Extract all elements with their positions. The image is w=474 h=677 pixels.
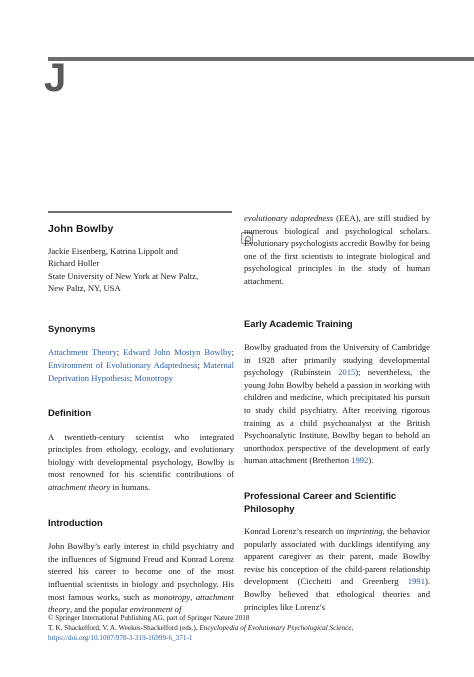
citation-link[interactable]: 1991 xyxy=(407,576,425,587)
affiliation-line-2: New Paltz, NY, USA xyxy=(48,283,121,294)
introduction-text: John Bowlby’s early interest in child psychiatry and the influences of Sigmund Freud and Konrad Lorenz steered his career to become one of the most influential scientists in biology and psychology. His most famous works, such as monotropy, attachment theory, and the popular environment of xyxy=(48,541,234,615)
synonym-link[interactable]: Environment of Evolutionary Adaptedness xyxy=(48,359,198,370)
entry-header xyxy=(48,219,234,235)
affiliation-line-1: State University of New York at New Paltz, xyxy=(48,270,199,281)
synonyms-heading: Synonyms xyxy=(48,322,96,334)
introduction-text-continued: evolutionary adaptedness (EEA), are still studied by numerous biological and psychological scholars. Evolutionary psychologists accredit Bowlby for being one of the first scientists to integrate biological and psychological principles in the study of human attachment. xyxy=(244,213,431,286)
entry-authors xyxy=(48,245,234,295)
career-text: Konrad Lorenz’s research on imprinting, the behavior popularly associated with ducklings identifying any apparent caregiver as their parent, made Bowlby revise his conception of the child-parent relationship development (Cicchetti and Greenberg 1991). Bowlby believed that ethological theories and principles like Lorenz’s xyxy=(244,526,430,612)
left-column xyxy=(48,211,234,616)
authors-line-1: Jackie Eisenberg, Katrina Lippolt and xyxy=(48,245,178,256)
right-column xyxy=(244,212,430,613)
early-training-heading: Early Academic Training xyxy=(244,317,353,329)
entry-rule xyxy=(48,211,232,213)
chapter-letter: J xyxy=(44,56,67,100)
definition-heading: Definition xyxy=(48,407,92,419)
citation-link[interactable]: 1992 xyxy=(351,455,369,466)
copyright-line: © Springer International Publishing AG, part of Springer Nature 2018 xyxy=(48,614,250,622)
definition-text: A twentieth-century scientist who integrated principles from ethology, ecology, and evolutionary biology with developmental psychology, Bowlby is most renowned for his scientific contributions of attachment theory in humans. xyxy=(48,431,234,493)
authors-line-2: Richard Holler xyxy=(48,258,100,269)
citation-line: T. K. Shackelford, V. A. Weekes-Shackelford (eds.), Encyclopedia of Evolutionary Psychological Science, xyxy=(48,624,354,633)
introduction-heading: Introduction xyxy=(48,516,103,528)
career-heading: Professional Career and Scientific Philosophy xyxy=(244,490,397,514)
synonym-link[interactable]: Attachment Theory xyxy=(48,347,117,358)
early-training-text: Bowlby graduated from the University of Cambridge in 1928 after primarily studying developmental psychology (Rubinstein 2015); nevertheless, the young John Bowlby beheld a passion in working with children and medicine, which precipitated his pursuit to study child psychiatry. After receiving rigorous training as a child psychoanalyst at the British Psychoanalytic Institute, Bowlby began to behold an unorthodox perspective of the development of early human attachment (Bretherton 1992). xyxy=(244,342,431,466)
chapter-top-rule xyxy=(48,57,474,61)
citation-link[interactable]: 2015 xyxy=(338,367,356,378)
doi-link[interactable]: https://doi.org/10.1007/978-3-319-16999-6_371-1 xyxy=(48,634,193,643)
synonym-link[interactable]: Edward John Mostyn Bowlby xyxy=(123,347,232,358)
entry-title: John Bowlby xyxy=(48,222,114,235)
synonyms-list: Attachment Theory; Edward John Mostyn Bowlby; Environment of Evolutionary Adaptedness; Maternal Deprivation Hypothesis; Monotropy xyxy=(48,347,234,383)
synonym-link[interactable]: Monotropy xyxy=(134,372,174,383)
synonym-link[interactable]: Maternal Deprivation Hypothesis xyxy=(48,359,234,383)
page-footer xyxy=(48,613,468,644)
